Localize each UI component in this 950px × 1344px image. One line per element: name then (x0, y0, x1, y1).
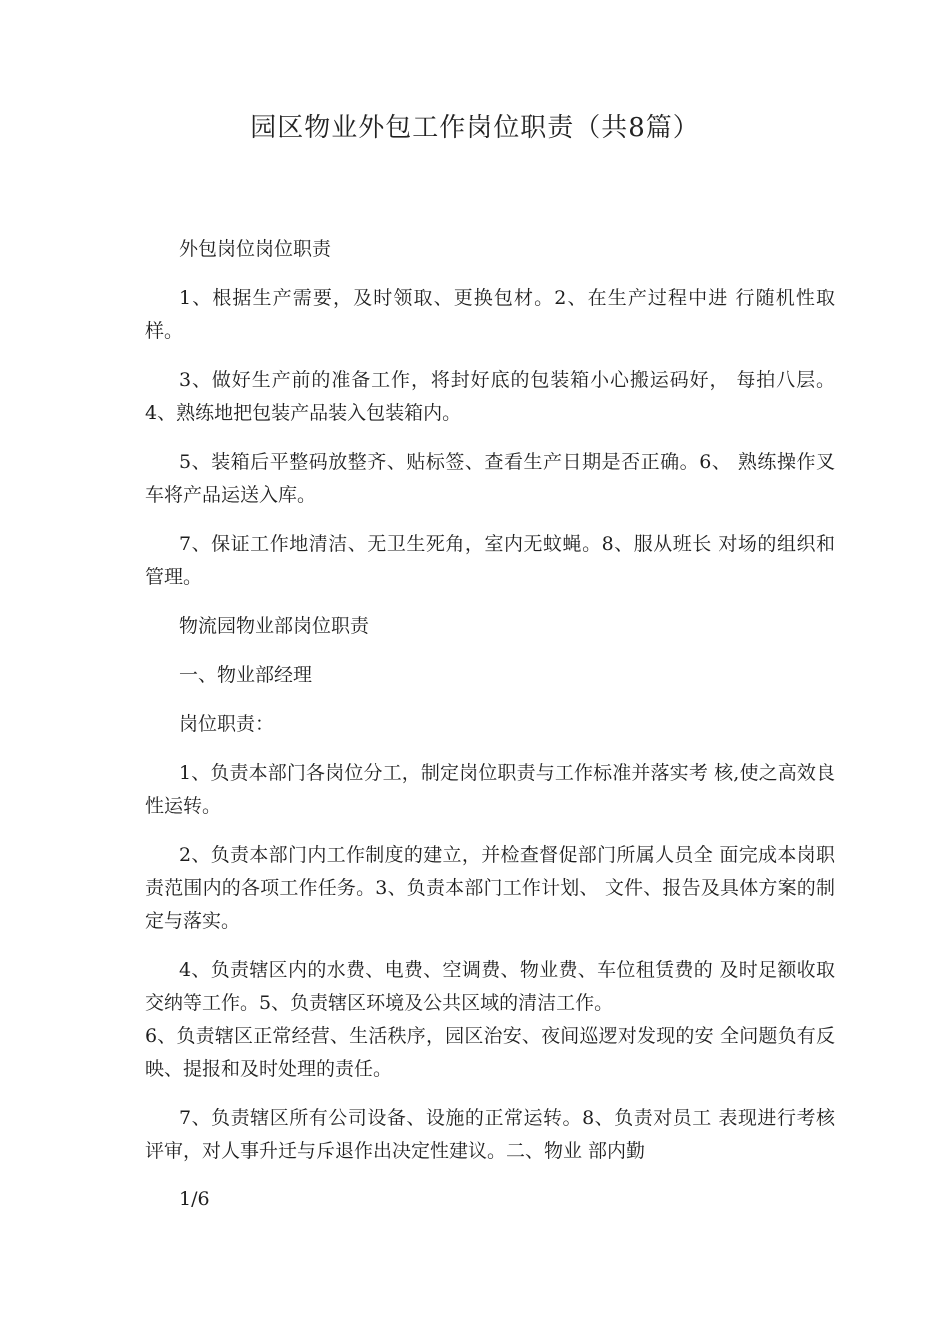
paragraph-duty-1-2: 1、根据生产需要，及时领取、更换包材。2、在生产过程中进 行随机性取样。 (145, 287, 835, 342)
paragraph-manager-duty-6: 6、负责辖区正常经营、生活秩序，园区治安、夜间巡逻对发现的安 全问题负有反映、提报和及时处理的责任。 (145, 1025, 835, 1080)
section-heading-logistics: 物流园物业部岗位职责 (179, 615, 370, 637)
page-number: 1/6 (179, 1188, 210, 1210)
paragraph-manager-duty-4-5: 4、负责辖区内的水费、电费、空调费、物业费、车位租赁费的 及时足额收取交纳等工作。5、负责辖区环境及公共区域的清洁工作。 (145, 959, 835, 1014)
document-body (145, 233, 835, 1184)
label-duties: 岗位职责： (179, 713, 275, 735)
document-title: 园区物业外包工作岗位职责（共8篇） (250, 113, 700, 143)
paragraph-manager-duty-2-3: 2、负责本部门内工作制度的建立，并检查督促部门所属人员全 面完成本岗职责范围内的各项工作任务。3、负责本部门工作计划、 文件、报告及具体方案的制定与落实。 (145, 844, 835, 932)
section-heading-outsourcing: 外包岗位岗位职责 (179, 238, 332, 260)
paragraph-duty-7-8: 7、保证工作地清洁、无卫生死角，室内无蚊蝇。8、服从班长 对场的组织和管理。 (145, 533, 835, 588)
paragraph-manager-duty-7-8: 7、负责辖区所有公司设备、设施的正常运转。8、负责对员工 表现进行考核评审，对人事升迁与斥退作出决定性建议。二、物业 部内勤 (145, 1107, 835, 1162)
paragraph-manager-duty-1: 1、负责本部门各岗位分工，制定岗位职责与工作标准并落实考 核,使之高效良性运转。 (145, 762, 835, 817)
subheading-manager: 一、物业部经理 (179, 664, 313, 686)
paragraph-duty-3-4: 3、做好生产前的准备工作，将封好底的包装箱小心搬运码好， 每拍八层。4、熟练地把包装产品装入包装箱内。 (145, 369, 835, 424)
paragraph-duty-5-6: 5、装箱后平整码放整齐、贴标签、查看生产日期是否正确。6、 熟练操作叉车将产品运送入库。 (145, 451, 835, 506)
